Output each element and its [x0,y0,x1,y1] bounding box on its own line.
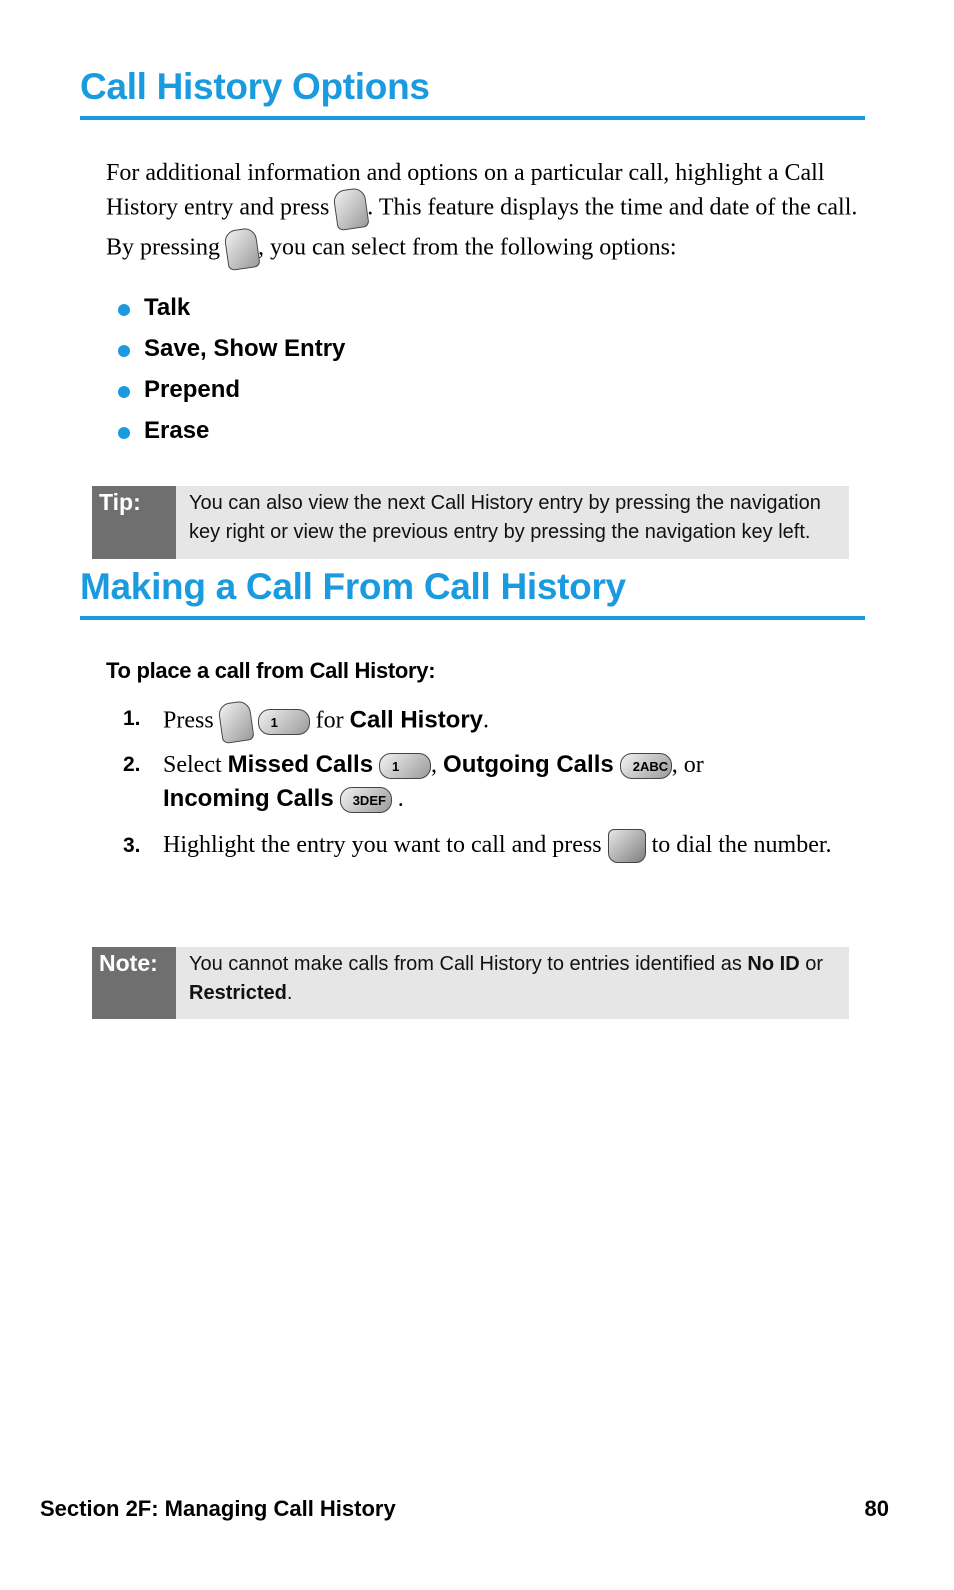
step-text: . [483,707,490,734]
intro-text-2: . This feature displays the time and date of the call. By pressing [106,194,858,261]
step-number: 2. [123,753,141,776]
ok-key-icon [333,187,370,231]
step-text: for [315,707,344,734]
menu-key-icon [217,700,254,744]
step-text: , [431,752,438,778]
tip-label: Tip: [92,486,176,559]
intro-text-3: , you can select from the following options: [258,234,677,261]
note-or: or [805,953,823,975]
talk-key-icon [608,829,646,863]
note-label: Note: [92,947,176,1019]
call-history-term: Call History [349,706,484,734]
step-1 [123,702,863,742]
intro-text-1: For additional information and options on a particular call, highlight a Call History entry and press [106,160,825,221]
option-item: Talk [116,292,345,333]
note-end: . [286,982,293,1004]
footer-section: Section 2F: Managing Call History [40,1496,396,1521]
procedure-subtitle: To place a call from Call History: [106,658,436,683]
step-text: . [397,786,404,812]
section-title-call-history-options: Call History Options [80,66,865,120]
one-key-icon [379,753,431,779]
menu-key-icon [223,227,260,271]
intro-paragraph [106,157,866,269]
step-text: to dial the number. [651,832,832,858]
outgoing-calls-term: Outgoing Calls [443,751,614,778]
option-item: Erase [116,415,345,456]
option-item: Save, Show Entry [116,333,345,374]
step-text: Select [163,752,222,778]
two-key-icon [620,753,672,779]
three-key-icon [340,787,392,813]
no-id-term: No ID [747,953,800,975]
step-2 [123,748,863,816]
key-label: 2ABC [632,759,669,775]
note-text-a: You cannot make calls from Call History to entries identified as [189,953,742,975]
tip-box [92,486,849,559]
incoming-calls-term: Incoming Calls [163,785,334,812]
step-text: Press [163,707,214,734]
step-text: Highlight the entry you want to call and press [163,832,602,858]
step-text: , or [671,752,704,778]
step-number: 1. [123,707,141,730]
option-item: Prepend [116,374,345,415]
page-number: 80 [864,1496,889,1521]
missed-calls-term: Missed Calls [227,751,374,778]
options-list [116,292,345,456]
section-title-making-a-call: Making a Call From Call History [80,566,865,620]
tip-text: You can also view the next Call History entry by pressing the navigation key right or view the previous entry by pressing the navigation key left. [189,492,821,543]
step-3 [123,829,863,863]
note-box [92,947,849,1019]
key-label: 3DEF [352,793,386,809]
one-key-icon [258,709,310,735]
key-label: 1 [392,759,400,775]
key-label: 1 [270,715,278,730]
step-number: 3. [123,834,141,857]
note-text [189,950,845,1008]
restricted-term: Restricted [189,982,287,1004]
